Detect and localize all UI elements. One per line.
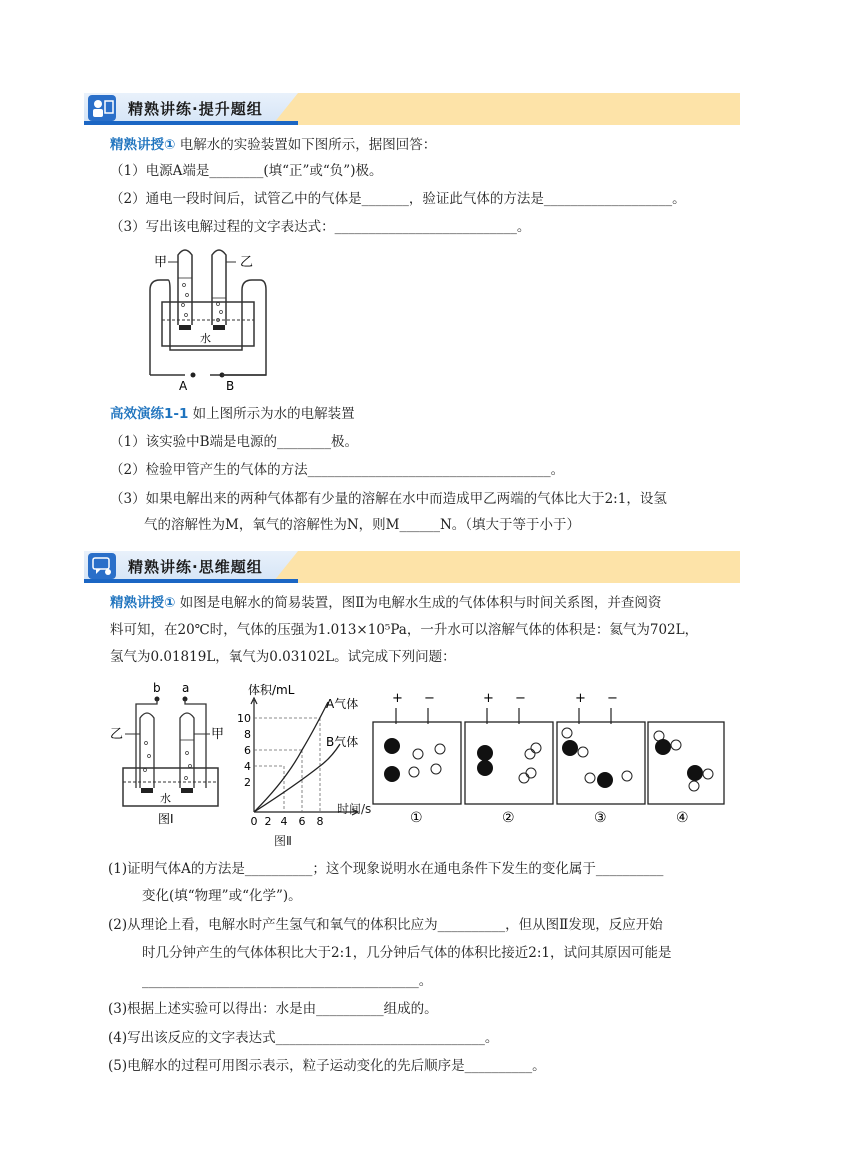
particle-box-4 [648,722,724,826]
question-item: 气的溶解性为M，氧气的溶解性为N，则M______N。（填大于等于小于） [144,517,581,533]
question-intro-text: 如图是电解水的简易装置，图Ⅱ为电解水生成的气体体积与时间关系图，并查阅资 [175,595,662,611]
svg-text:−: − [515,691,526,706]
tube-label-right: 甲 [211,727,225,742]
question-item: (5)电解水的过程可用图示表示，粒子运动变化的先后顺序是__________。 [108,1058,546,1074]
figure-1-caption: 图Ⅰ [158,812,174,826]
question-item: （2）通电一段时间后，试管乙中的气体是_______，验证此气体的方法是___________________。 [110,191,686,207]
series-a-label: A气体 [326,697,359,711]
question-item: (2)从理论上看，电解水时产生氢气和氧气的体积比应为__________，但从图Ⅱ发现，反应开始 [108,917,663,933]
question-lead: 精熟讲授① [110,137,176,153]
particle-box-3 [557,691,645,826]
svg-text:−: − [607,691,618,706]
y-tick: 8 [244,728,251,741]
y-tick: 4 [244,760,251,773]
figure-2-caption: 图Ⅱ [274,834,292,848]
x-tick: 2 [264,815,272,828]
question-item: _________________________________________。 [142,973,433,989]
question-lead: 高效演练1-1 [110,406,189,422]
particle-diagrams [370,690,730,830]
section-banner-2 [84,551,740,583]
tube-label-right: 乙 [240,255,254,270]
x-tick: 6 [298,815,306,828]
banner-title: 精熟讲练·思维题组 [128,558,263,576]
series-a-line [254,702,328,812]
terminal-a-label: a [182,681,190,695]
question-item: (4)写出该反应的文字表达式_______________________________。 [108,1030,499,1046]
question-intro-text: 电解水的实验装置如下图所示，据图回答： [175,137,437,153]
section-banner-1 [84,93,740,125]
lecture-icon [88,95,116,121]
particle-label-4: ④ [676,810,689,826]
question-item: （3）写出该电解过程的文字表达式：___________________________。 [110,219,531,235]
particle-label-2: ② [502,810,515,826]
question-item: 时几分钟产生的气体体积比大于2:1，几分钟后气体的体积比接近2:1，试问其原因可能是 [142,945,672,961]
question-intro [110,405,355,423]
particle-label-3: ③ [594,810,607,826]
banner-title: 精熟讲练·提升题组 [128,100,263,118]
tube-label-left: 乙 [110,727,124,742]
series-b-line [254,744,340,812]
thinking-icon [88,553,116,579]
question-intro [110,594,661,612]
question-lead: 精熟讲授① [110,595,176,611]
tube-label-left: 甲 [154,255,168,270]
x-tick: 8 [316,815,324,828]
water-label: 水 [200,332,211,345]
terminal-b-label: b [153,681,161,695]
question-item: （2）检验甲管产生的气体的方法____________________________________。 [110,462,565,478]
particle-box-1 [373,691,461,826]
question-item: (3)根据上述实验可以得出：水是由__________组成的。 [108,1001,438,1017]
y-tick: 10 [237,712,251,725]
x-tick: 0 [250,815,258,828]
y-axis-label: 体积/mL [248,683,295,697]
question-item: 变化(填“物理”或“化学”)。 [142,888,302,904]
water-label: 水 [160,792,171,805]
svg-text:+: + [483,691,494,706]
x-axis-label: 时间/s [337,802,372,816]
y-tick: 2 [244,776,251,789]
question-item: （3）如果电解出来的两种气体都有少量的溶解在水中而造成甲乙两端的气体比大于2:1，设氢 [110,491,667,507]
question-intro [110,136,436,154]
x-tick: 4 [280,815,288,828]
terminal-a-label: A [179,379,188,390]
electrolysis-apparatus-figure [140,240,280,390]
question-intro-line: 氢气为0.01819L，氧气为0.03102L。试完成下列问题： [110,649,456,665]
question-intro-text: 如上图所示为水的电解装置 [188,406,355,422]
svg-text:+: + [392,691,403,706]
svg-text:+: + [575,691,586,706]
question-item: （1）该实验中B端是电源的________极。 [110,434,359,450]
question-intro-line: 料可知，在20℃时，气体的压强为1.013×10⁵Pa，一升水可以溶解气体的体积是：氦气为702L， [110,622,699,638]
series-b-label: B气体 [326,735,359,749]
terminal-b-label: B [226,379,235,390]
y-tick: 6 [244,744,251,757]
question-item: （1）电源A端是________(填“正”或“负”)极。 [110,163,383,179]
figure-1-apparatus [108,678,228,828]
particle-box-2 [465,691,553,826]
svg-text:−: − [424,691,435,706]
particle-label-1: ① [410,810,423,826]
question-item: (1)证明气体A的方法是__________；这个现象说明水在通电条件下发生的变化属于__________ [108,861,664,877]
